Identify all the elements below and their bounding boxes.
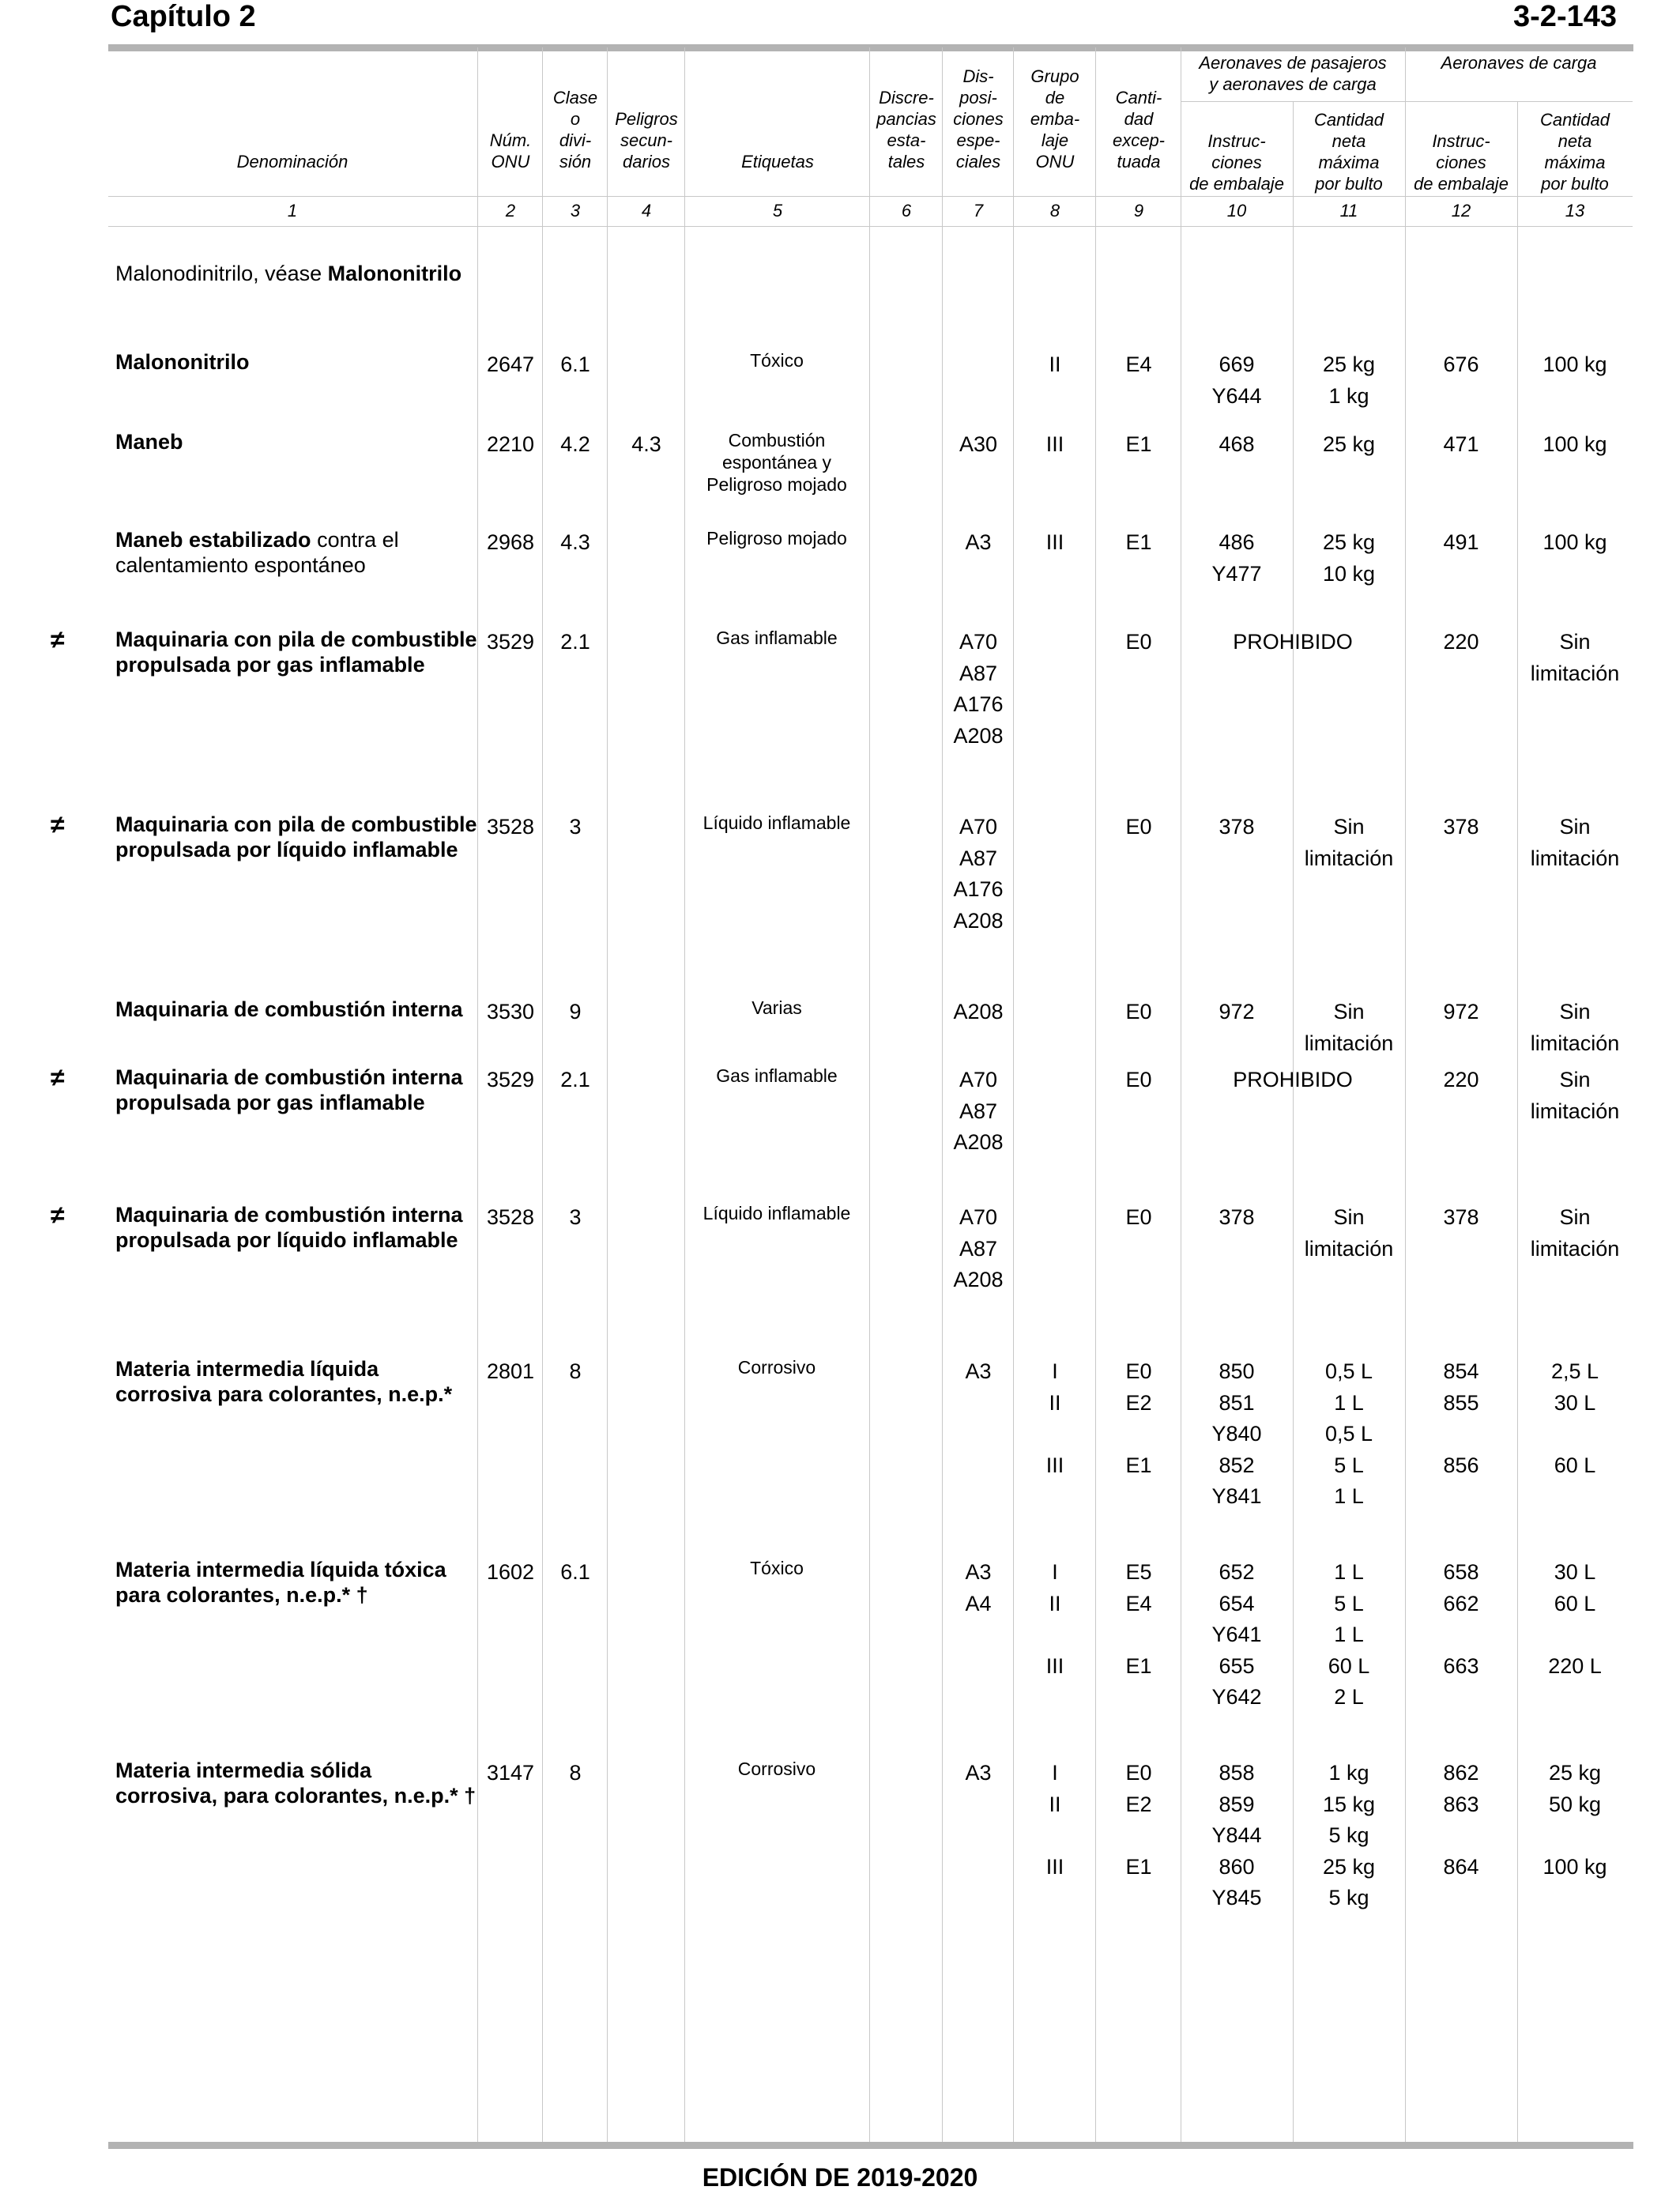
passenger-max-quantity: 0,5 L 1 L 0,5 L 5 L 1 L xyxy=(1324,1359,1373,1508)
header-cantidad-pasajeros: Cantidad neta máxima por bulto xyxy=(1313,110,1384,194)
entry-name-plain: Malonodinitrilo, véase xyxy=(115,262,328,285)
column-number: 6 xyxy=(901,201,912,221)
column-divider xyxy=(542,47,543,2143)
column-number: 10 xyxy=(1226,201,1247,221)
header-rule xyxy=(108,196,1633,197)
special-provisions: A3 xyxy=(965,1359,992,1383)
passenger-packing-instruction: 378 xyxy=(1219,1205,1255,1229)
class-division: 9 xyxy=(569,1000,582,1023)
cargo-max-quantity: Sin limitación xyxy=(1530,815,1620,870)
column-divider xyxy=(1095,47,1096,2143)
change-mark: ≠ xyxy=(51,1201,65,1229)
excepted-quantity: E1 xyxy=(1125,432,1152,456)
column-number: 12 xyxy=(1451,201,1471,221)
cargo-max-quantity: 30 L 60 L 220 L xyxy=(1548,1560,1602,1678)
cargo-max-quantity: Sin limitación xyxy=(1530,1000,1620,1055)
class-division: 4.2 xyxy=(560,432,590,456)
un-number: 2801 xyxy=(486,1359,535,1383)
class-division: 4.3 xyxy=(560,530,590,554)
cargo-packing-instruction: 854 855 856 xyxy=(1443,1359,1479,1477)
un-number: 3530 xyxy=(486,1000,535,1023)
entry-name-bold: Maquinaria con pila de combustible propulsada por gas inflamable xyxy=(115,628,477,677)
passenger-packing-instruction: 486 Y477 xyxy=(1211,530,1262,586)
class-division: 3 xyxy=(569,815,582,839)
entry-name-bold: Maquinaria con pila de combustible propulsada por líquido inflamable xyxy=(115,812,477,861)
entry-name-bold: Malononitrilo xyxy=(327,262,462,285)
passenger-packing-instruction: 652 654 Y641 655 Y642 xyxy=(1211,1560,1262,1709)
class-division: 3 xyxy=(569,1205,582,1229)
header-discrepancias: Discre- pancias esta- tales xyxy=(876,88,936,172)
header-instrucciones-carga: Instruc- ciones de embalaje xyxy=(1414,131,1509,194)
packing-group: II xyxy=(1049,352,1061,376)
excepted-quantity: E1 xyxy=(1125,530,1152,554)
excepted-quantity: E0 xyxy=(1125,815,1152,839)
entry-name-bold: Maquinaria de combustión interna propulsada por gas inflamable xyxy=(115,1065,463,1114)
hazard-label: Corrosivo xyxy=(737,1759,816,1779)
change-mark: ≠ xyxy=(51,1063,65,1091)
class-division: 6.1 xyxy=(560,1560,590,1584)
passenger-max-quantity: 25 kg 1 kg xyxy=(1322,352,1376,408)
special-provisions: A70 A87 A176 A208 xyxy=(953,815,1004,933)
excepted-quantity: E0 xyxy=(1125,630,1152,654)
page-number: 3-2-143 xyxy=(1513,0,1617,33)
special-provisions: A30 xyxy=(959,432,998,456)
hazard-label: Líquido inflamable xyxy=(703,1203,851,1223)
entry-name-bold: Maneb estabilizado xyxy=(115,528,311,552)
class-division: 2.1 xyxy=(560,630,590,654)
passenger-max-quantity: Sin limitación xyxy=(1304,1205,1394,1261)
entry-name-bold: Maquinaria de combustión interna propulsada por líquido inflamable xyxy=(115,1203,463,1252)
excepted-quantity: E5 E4 E1 xyxy=(1125,1560,1152,1678)
subsidiary-hazard: 4.3 xyxy=(631,432,661,456)
column-number: 13 xyxy=(1565,201,1585,221)
entry-name xyxy=(115,527,479,578)
entry-name xyxy=(115,1202,479,1253)
class-division: 6.1 xyxy=(560,352,590,376)
header-clase: Clase o divi- sión xyxy=(552,88,598,172)
entry-name xyxy=(115,1758,479,1808)
change-mark: ≠ xyxy=(51,625,65,654)
entry-name-bold: Malononitrilo xyxy=(115,350,250,374)
cargo-packing-instruction: 676 xyxy=(1443,352,1479,376)
cargo-packing-instruction: 658 662 663 xyxy=(1443,1560,1479,1678)
edition-footer: EDICIÓN DE 2019-2020 xyxy=(702,2163,978,2192)
group-header-rule xyxy=(1181,101,1633,102)
passenger-packing-instruction: 378 xyxy=(1219,815,1255,839)
un-number: 2210 xyxy=(486,432,535,456)
excepted-quantity: E0 xyxy=(1125,1000,1152,1023)
column-number: 11 xyxy=(1339,201,1358,221)
cargo-packing-instruction: 220 xyxy=(1443,1068,1479,1091)
column-number: 1 xyxy=(287,201,298,221)
entry-name-bold: Materia intermedia líquida tóxica para colorantes, n.e.p.* † xyxy=(115,1558,446,1607)
cargo-max-quantity: 100 kg xyxy=(1543,432,1607,456)
hazard-label: Combustión espontánea y Peligroso mojado xyxy=(706,430,847,495)
cargo-packing-instruction: 378 xyxy=(1443,1205,1479,1229)
un-number: 1602 xyxy=(486,1560,535,1584)
hazard-label: Gas inflamable xyxy=(716,628,838,648)
excepted-quantity: E4 xyxy=(1125,352,1152,376)
passenger-max-quantity: 25 kg xyxy=(1322,432,1376,456)
class-division: 8 xyxy=(569,1359,582,1383)
passenger-max-quantity: 25 kg 10 kg xyxy=(1322,530,1376,586)
chapter-title: Capítulo 2 xyxy=(111,0,256,33)
cargo-max-quantity: Sin limitación xyxy=(1530,630,1620,685)
header-peligros: Peligros secun- darios xyxy=(615,109,678,172)
special-provisions: A208 xyxy=(953,1000,1004,1023)
excepted-quantity: E0 xyxy=(1125,1205,1152,1229)
header-disposiciones: Dis- posi- ciones espe- ciales xyxy=(953,66,1004,172)
hazard-label: Varias xyxy=(751,997,802,1018)
passenger-packing-instruction: 972 xyxy=(1219,1000,1255,1023)
special-provisions: A70 A87 A208 xyxy=(953,1205,1004,1291)
header-num-onu: Núm. ONU xyxy=(489,130,532,172)
special-provisions: A3 A4 xyxy=(965,1560,992,1615)
entry-name-bold: Materia intermedia líquida corrosiva para colorantes, n.e.p.* xyxy=(115,1357,453,1406)
entry-name xyxy=(115,997,479,1022)
header-etiquetas: Etiquetas xyxy=(741,152,814,172)
class-division: 2.1 xyxy=(560,1068,590,1091)
passenger-max-quantity: Sin limitación xyxy=(1304,815,1394,870)
hazard-label: Líquido inflamable xyxy=(703,812,851,833)
cargo-max-quantity: 25 kg 50 kg 100 kg xyxy=(1543,1761,1607,1879)
entry-name xyxy=(115,261,479,286)
special-provisions: A3 xyxy=(965,530,992,554)
special-provisions: A70 A87 A176 A208 xyxy=(953,630,1004,748)
header-cantidad-carga: Cantidad neta máxima por bulto xyxy=(1539,110,1610,194)
header-cantidad-exceptuada: Canti- dad excep- tuada xyxy=(1112,88,1166,172)
column-number-rule xyxy=(108,226,1633,227)
header-instrucciones-pasajeros: Instruc- ciones de embalaje xyxy=(1189,131,1284,194)
passenger-max-quantity: 1 kg 15 kg 5 kg 25 kg 5 kg xyxy=(1322,1761,1376,1909)
un-number: 3529 xyxy=(486,630,535,654)
un-number: 2647 xyxy=(486,352,535,376)
un-number: 3529 xyxy=(486,1068,535,1091)
column-number: 9 xyxy=(1133,201,1144,221)
column-divider xyxy=(607,47,608,2143)
header-group-carga: Aeronaves de carga xyxy=(1441,53,1597,73)
cargo-packing-instruction: 471 xyxy=(1443,432,1479,456)
packing-group: III xyxy=(1045,432,1064,456)
packing-group: I II III xyxy=(1045,1359,1064,1477)
special-provisions: A70 A87 A208 xyxy=(953,1068,1004,1154)
passenger-packing-instruction: 858 859 Y844 860 Y845 xyxy=(1211,1761,1262,1909)
header-denominacion: Denominación xyxy=(236,152,348,172)
entry-name xyxy=(115,812,479,862)
prohibited-note: PROHIBIDO xyxy=(1233,1068,1353,1091)
cargo-max-quantity: 100 kg xyxy=(1543,530,1607,554)
un-number: 3147 xyxy=(486,1761,535,1785)
hazard-label: Tóxico xyxy=(750,1558,804,1578)
entry-name-bold: Maneb xyxy=(115,430,183,454)
passenger-packing-instruction: 669 Y644 xyxy=(1211,352,1262,408)
passenger-max-quantity: 1 L 5 L 1 L 60 L 2 L xyxy=(1328,1560,1370,1709)
cargo-packing-instruction: 972 xyxy=(1443,1000,1479,1023)
un-number: 3528 xyxy=(486,815,535,839)
column-number: 8 xyxy=(1049,201,1060,221)
bottom-rule xyxy=(108,2142,1633,2149)
passenger-packing-instruction: 468 xyxy=(1219,432,1255,456)
cargo-max-quantity: Sin limitación xyxy=(1530,1068,1620,1123)
header-grupo-embalaje: Grupo de emba- laje ONU xyxy=(1030,66,1080,172)
entry-name xyxy=(115,429,479,454)
column-divider xyxy=(869,47,870,2143)
cargo-packing-instruction: 378 xyxy=(1443,815,1479,839)
un-number: 3528 xyxy=(486,1205,535,1229)
entry-name xyxy=(115,1356,479,1407)
passenger-max-quantity: Sin limitación xyxy=(1304,1000,1394,1055)
change-mark: ≠ xyxy=(51,810,65,839)
entry-name xyxy=(115,1065,479,1115)
column-number: 3 xyxy=(570,201,581,221)
column-divider xyxy=(684,47,685,2143)
column-number: 2 xyxy=(505,201,516,221)
entry-name-bold: Maquinaria de combustión interna xyxy=(115,997,463,1021)
excepted-quantity: E0 E2 E1 xyxy=(1125,1761,1152,1879)
packing-group: III xyxy=(1045,530,1064,554)
hazard-label: Gas inflamable xyxy=(716,1065,838,1086)
hazard-label: Peligroso mojado xyxy=(706,528,847,548)
header-group-pasajeros: Aeronaves de pasajeros y aeronaves de carga xyxy=(1199,53,1387,94)
hazard-label: Tóxico xyxy=(750,350,804,371)
column-number: 7 xyxy=(973,201,984,221)
entry-name xyxy=(115,349,479,375)
un-number: 2968 xyxy=(486,530,535,554)
cargo-max-quantity: 2,5 L 30 L 60 L xyxy=(1550,1359,1599,1477)
cargo-max-quantity: 100 kg xyxy=(1543,352,1607,376)
class-division: 8 xyxy=(569,1761,582,1785)
column-divider xyxy=(1013,47,1014,2143)
column-divider xyxy=(942,47,943,2143)
excepted-quantity: E0 E2 E1 xyxy=(1125,1359,1152,1477)
cargo-packing-instruction: 220 xyxy=(1443,630,1479,654)
cargo-max-quantity: Sin limitación xyxy=(1530,1205,1620,1261)
passenger-packing-instruction: 850 851 Y840 852 Y841 xyxy=(1211,1359,1262,1508)
special-provisions: A3 xyxy=(965,1761,992,1785)
cargo-packing-instruction: 862 863 864 xyxy=(1443,1761,1479,1879)
packing-group: I II III xyxy=(1045,1560,1064,1678)
prohibited-note: PROHIBIDO xyxy=(1233,630,1353,654)
entry-name xyxy=(115,1557,479,1608)
cargo-packing-instruction: 491 xyxy=(1443,530,1479,554)
entry-name-bold: Materia intermedia sólida corrosiva, para colorantes, n.e.p.* † xyxy=(115,1759,477,1808)
entry-name-tail: contra el calentamiento espontáneo xyxy=(115,528,399,577)
hazard-label: Corrosivo xyxy=(737,1357,816,1378)
entry-name xyxy=(115,627,479,677)
column-number: 4 xyxy=(641,201,652,221)
column-number: 5 xyxy=(772,201,783,221)
packing-group: I II III xyxy=(1045,1761,1064,1879)
excepted-quantity: E0 xyxy=(1125,1068,1152,1091)
